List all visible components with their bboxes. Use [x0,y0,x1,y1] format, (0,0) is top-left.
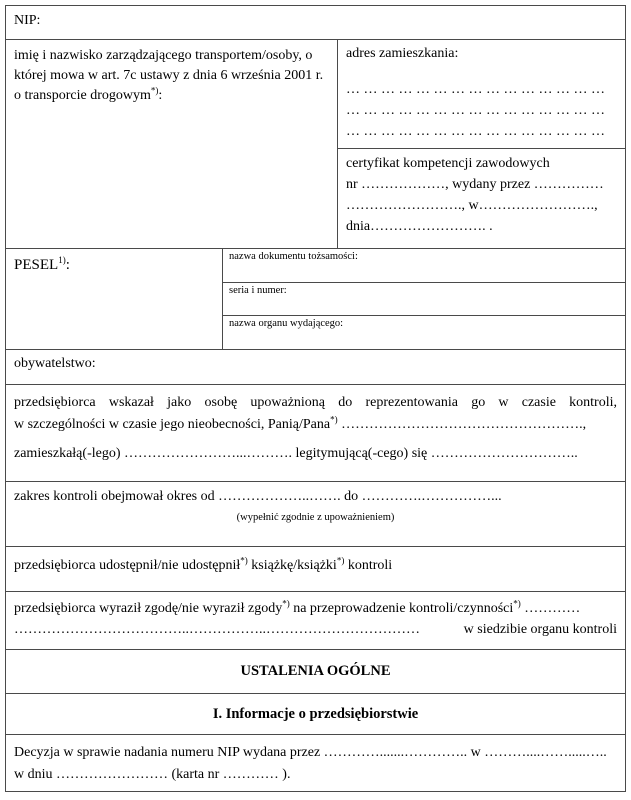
identity-series-number-label: seria i numer: [229,284,287,296]
representative-line3: zamieszkałą(-lego) ……………………...………. legitymującą(-cego) się ………………………….. [14,446,578,461]
dotted-fill-line: … … … … … … … … … … … … … … … [346,103,605,118]
representative-line2-fill: ……………………………………………., [337,417,587,432]
consent-line2-text: w siedzibie organu kontroli [463,622,617,637]
representative-row [6,384,625,481]
dotted-fill-line: … … … … … … … … … … … … … … … [346,82,605,97]
consent-line2 [14,619,617,640]
consent-text-2: na przeprowadzenie kontroli/czynności [289,601,514,616]
pesel-cell [6,249,223,349]
footnote-marker: *) [330,414,338,425]
nip-decision-row [6,734,625,791]
citizenship-row [6,349,625,384]
company-info-heading-row [6,693,625,734]
representative-line2-text: w szczególności w czasie jego nieobecności, Panią/Pana [14,417,331,432]
identity-document-name-cell [223,249,625,282]
consent-row [6,591,625,649]
certificate-date-line: dnia……………………. . [346,219,493,234]
transport-manager-cell [6,40,338,248]
nip-row [6,6,625,39]
residence-address-fill-lines [346,79,617,142]
pesel-colon: : [65,257,70,273]
footnote-marker: *) [150,85,159,96]
footnote-marker: *) [513,598,521,609]
control-scope-line: zakres kontroli obejmował okres od ………………..……. do ………….……………... [14,489,502,504]
company-info-heading: I. Informacje o przedsiębiorstwie [212,705,419,722]
identity-document-column [223,249,625,349]
control-book-text-1: przedsiębiorca udostępnił/nie udostępnił [14,558,241,573]
pesel-label: PESEL [14,257,59,273]
consent-text-1: przedsiębiorca wyraził zgodę/nie wyraził zgody [14,601,283,616]
footnote-marker: *) [240,555,248,566]
control-book-text-2: książkę/książki [247,558,337,573]
identity-issuing-authority-label: nazwa organu wydającego: [229,318,344,330]
nip-decision-line2: w dniu …………………… (karta nr ………… ). [14,767,291,782]
representative-line2 [14,414,617,436]
general-findings-heading-row [6,649,625,693]
control-scope-row [6,481,625,546]
dotted-fill-line: … … … … … … … … … … … … … … … [346,124,605,139]
representative-line1: przedsiębiorca wskazał jako osobę upoważnioną do reprezentowania go w czasie kontroli, [14,395,617,410]
pesel-identity-row [6,248,625,349]
address-certificate-column [338,40,625,248]
protocol-form-table [5,5,626,792]
nip-label: NIP: [14,13,41,28]
nip-decision-line1: Decyzja w sprawie nadania numeru NIP wydana przez ………….......………….. w ………....…….....….. [14,745,607,760]
general-findings-heading: USTALENIA OGÓLNE [240,663,391,679]
transport-manager-label: imię i nazwisko zarządzającego transportem/osoby, o której mowa w art. 7c ustawy z dnia 6 września 2001 r. o transporcie drogowym [14,48,324,103]
residence-address-label: adres zamieszkania: [346,46,459,61]
control-book-row [6,546,625,591]
certificate-number-line: nr ………………, wydany przez …………… [346,177,604,192]
certificate-issuer-line: ……………………., w……………………., [346,198,598,213]
transport-manager-colon: : [158,88,163,103]
identity-document-name-label: nazwa dokumentu tożsamości: [229,251,358,262]
control-scope-caption: (wypełnić zgodnie z upoważnieniem) [236,512,395,523]
identity-issuing-authority-cell [223,315,625,349]
competence-certificate-cell [338,148,625,248]
dotted-fill-line: ………………………………..……………..…………………………… [14,622,420,637]
identity-series-number-cell [223,282,625,316]
residence-address-cell [338,40,625,148]
manager-address-row [6,39,625,248]
footnote-marker: 1) [58,255,66,265]
consent-text-3: ………… [520,601,581,616]
footnote-marker: *) [336,555,345,566]
citizenship-label: obywatelstwo: [14,356,96,371]
control-book-text-3: kontroli [344,558,393,573]
footnote-marker: *) [282,598,290,609]
certificate-title: certyfikat kompetencji zawodowych [346,156,550,171]
consent-line1 [14,598,617,619]
